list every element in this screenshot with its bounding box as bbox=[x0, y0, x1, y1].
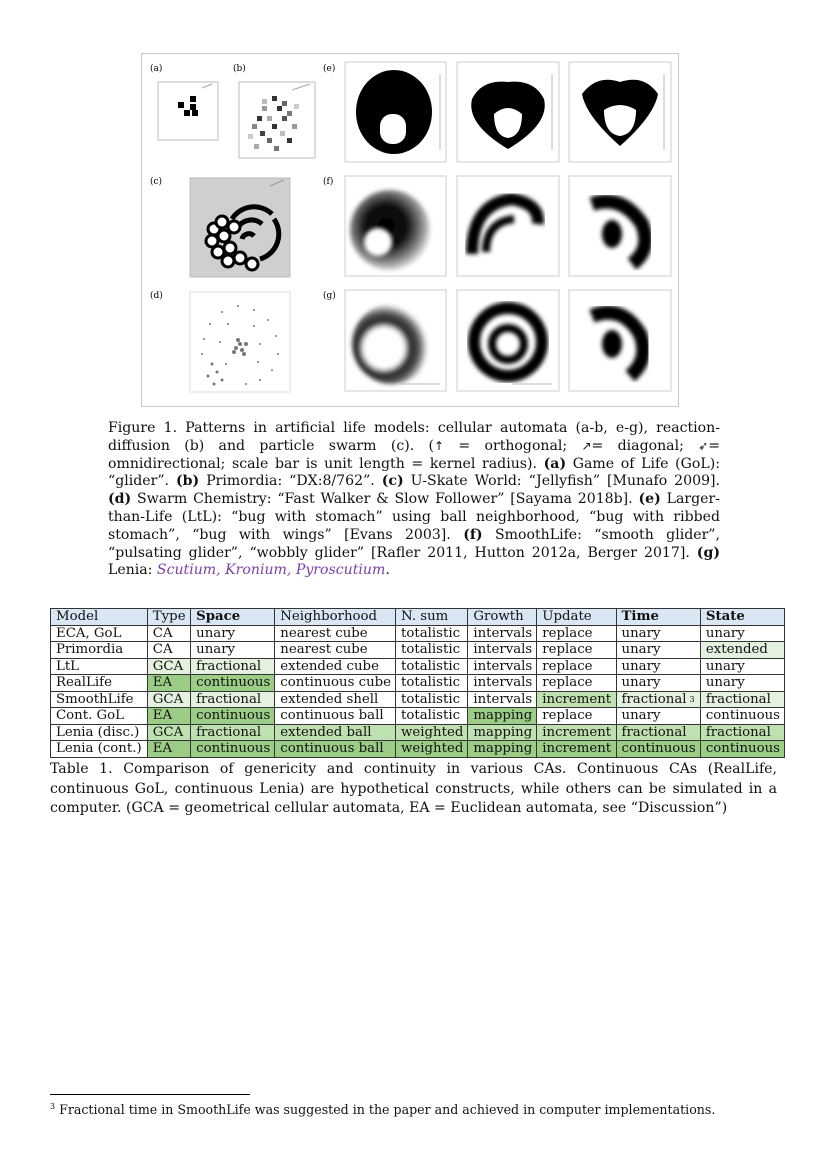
cell-space: continuous bbox=[191, 675, 275, 692]
cell-space: unary bbox=[191, 625, 275, 642]
omnidirectional-icon: ➶ bbox=[698, 438, 709, 453]
table-row bbox=[51, 741, 785, 758]
cell-update: replace bbox=[537, 625, 616, 642]
panel-label-a: (a) bbox=[150, 64, 163, 74]
cell-n-sum: totalistic bbox=[396, 708, 468, 725]
footnote-marker: 3 bbox=[689, 694, 695, 704]
caption-f-label: (f) bbox=[463, 526, 483, 543]
cell-growth: intervals bbox=[468, 625, 537, 642]
cell-neighborhood: extended cube bbox=[275, 658, 396, 675]
cell-state: unary bbox=[700, 675, 784, 692]
caption-g-names: Scutium, Kronium, Pyroscutium bbox=[156, 562, 386, 579]
cell-model: LtL bbox=[51, 658, 148, 675]
cell-time: unary bbox=[616, 675, 700, 692]
cell-time: fractional bbox=[616, 724, 700, 741]
cell-growth: intervals bbox=[468, 658, 537, 675]
cell-type: EA bbox=[147, 708, 190, 725]
figure-caption bbox=[108, 420, 720, 580]
table-row bbox=[51, 724, 785, 741]
panel-g-lenia bbox=[345, 290, 671, 391]
diagonal-arrow-icon: ↗ bbox=[581, 438, 592, 453]
cell-neighborhood: continuous ball bbox=[275, 741, 396, 758]
cell-time: unary bbox=[616, 708, 700, 725]
table-row bbox=[51, 625, 785, 642]
caption-g-text: Lenia: bbox=[108, 562, 153, 579]
cell-space: fractional bbox=[191, 691, 275, 708]
cell-model: Lenia (cont.) bbox=[51, 741, 148, 758]
caption-c-label: (c) bbox=[381, 473, 404, 490]
cell-neighborhood: nearest cube bbox=[275, 625, 396, 642]
cell-growth: intervals bbox=[468, 675, 537, 692]
table-row bbox=[51, 691, 785, 708]
table-caption: Table 1. Comparison of genericity and continuity in various CAs. Continuous CAs (RealLife, continuous GoL, continuous Lenia) are hypothetical constructs, while others can be simulated in a computer. (GCA = geometrical cellular automata, EA = Euclidean automata, see “Discussion”) bbox=[50, 761, 777, 816]
header-state: State bbox=[700, 609, 784, 626]
cell-state: unary bbox=[700, 625, 784, 642]
table-header-row bbox=[51, 609, 785, 626]
figure-caption-label: Figure 1. bbox=[108, 420, 178, 436]
legend-diagonal: = diagonal; bbox=[591, 437, 684, 454]
legend-omni: = omnidirectional; scale bar is unit length = kernel radius). bbox=[108, 437, 721, 472]
header-space: Space bbox=[191, 609, 275, 626]
cell-model: Lenia (disc.) bbox=[51, 724, 148, 741]
cell-update: increment bbox=[537, 724, 616, 741]
table-row bbox=[51, 658, 785, 675]
cell-growth: mapping bbox=[468, 724, 537, 741]
cell-time: unary bbox=[616, 642, 700, 659]
caption-b-text: Primordia: “DX:8/762”. bbox=[206, 473, 375, 490]
cell-type: GCA bbox=[147, 658, 190, 675]
header-time: Time bbox=[616, 609, 700, 626]
cell-space: fractional bbox=[191, 724, 275, 741]
table-row bbox=[51, 642, 785, 659]
panel-label-b: (b) bbox=[233, 64, 246, 74]
cell-model: Cont. GoL bbox=[51, 708, 148, 725]
cell-type: EA bbox=[147, 741, 190, 758]
cell-neighborhood: extended ball bbox=[275, 724, 396, 741]
figure-1-svg bbox=[142, 54, 680, 408]
cell-model: ECA, GoL bbox=[51, 625, 148, 642]
legend-orthogonal: = orthogonal; bbox=[458, 437, 568, 454]
cell-state: unary bbox=[700, 658, 784, 675]
panel-label-g: (g) bbox=[323, 291, 336, 301]
footnote-text: Fractional time in SmoothLife was suggested in the paper and achieved in computer implementations. bbox=[59, 1102, 716, 1118]
comparison-table bbox=[50, 608, 785, 758]
cell-update: replace bbox=[537, 708, 616, 725]
caption-b-label: (b) bbox=[176, 473, 200, 490]
panel-label-f: (f) bbox=[323, 177, 334, 187]
footnote bbox=[50, 1102, 715, 1117]
cell-type: GCA bbox=[147, 691, 190, 708]
cell-state: extended bbox=[700, 642, 784, 659]
cell-growth: mapping bbox=[468, 741, 537, 758]
panel-label-d: (d) bbox=[150, 291, 163, 301]
caption-g-label: (g) bbox=[696, 544, 720, 561]
cell-model: RealLife bbox=[51, 675, 148, 692]
cell-space: fractional bbox=[191, 658, 275, 675]
cell-type: GCA bbox=[147, 724, 190, 741]
caption-g-end: . bbox=[385, 562, 390, 579]
cell-n-sum: totalistic bbox=[396, 625, 468, 642]
cell-state: fractional bbox=[700, 724, 784, 741]
cell-time: unary bbox=[616, 658, 700, 675]
panel-e-ltl bbox=[345, 62, 671, 162]
panel-f-smoothlife bbox=[345, 176, 671, 276]
cell-growth: mapping bbox=[468, 708, 537, 725]
caption-a-text: Game of Life (GoL): “glider”. bbox=[108, 455, 721, 490]
figure-1-panels bbox=[141, 53, 679, 407]
panel-a-glider bbox=[158, 82, 218, 140]
orthogonal-arrow-icon: ↑ bbox=[433, 438, 445, 453]
cell-type: CA bbox=[147, 642, 190, 659]
figure-caption-intro: Patterns in artificial life models: cellular automata (a-b, e-g), reaction-diffusion (b) and particle swarm (c). ( bbox=[108, 420, 720, 454]
caption-c-text: U-Skate World: “Jellyfish” [Munafo 2009]. bbox=[410, 473, 721, 490]
panel-d-swarm bbox=[190, 292, 290, 392]
caption-d-text: Swarm Chemistry: “Fast Walker & Slow Follower” [Sayama 2018b]. bbox=[137, 491, 633, 508]
footnote-divider bbox=[50, 1094, 250, 1095]
cell-type: EA bbox=[147, 675, 190, 692]
caption-d-label: (d) bbox=[108, 491, 132, 508]
cell-space: continuous bbox=[191, 741, 275, 758]
table-row bbox=[51, 675, 785, 692]
caption-e-label: (e) bbox=[638, 491, 661, 508]
cell-growth: intervals bbox=[468, 642, 537, 659]
cell-model: SmoothLife bbox=[51, 691, 148, 708]
cell-time bbox=[616, 691, 700, 708]
table-row bbox=[51, 708, 785, 725]
cell-state: continuous bbox=[700, 708, 784, 725]
cell-time-value: fractional bbox=[621, 691, 687, 707]
header-update: Update bbox=[537, 609, 616, 626]
cell-n-sum: totalistic bbox=[396, 691, 468, 708]
cell-n-sum: totalistic bbox=[396, 675, 468, 692]
cell-growth: intervals bbox=[468, 691, 537, 708]
panel-label-e: (e) bbox=[323, 64, 336, 74]
header-model: Model bbox=[51, 609, 148, 626]
cell-state: continuous bbox=[700, 741, 784, 758]
cell-space: continuous bbox=[191, 708, 275, 725]
panel-c-jellyfish bbox=[190, 178, 290, 277]
panel-b-primordia bbox=[239, 82, 315, 158]
cell-update: increment bbox=[537, 741, 616, 758]
cell-neighborhood: extended shell bbox=[275, 691, 396, 708]
cell-update: replace bbox=[537, 675, 616, 692]
cell-neighborhood: continuous ball bbox=[275, 708, 396, 725]
caption-f-text: SmoothLife: “smooth glider”, “pulsating glider”, “wobbly glider” [Rafler 2011, Hutton 2012a, Berger 2017]. bbox=[108, 526, 720, 561]
cell-n-sum: totalistic bbox=[396, 642, 468, 659]
cell-model: Primordia bbox=[51, 642, 148, 659]
cell-state: fractional bbox=[700, 691, 784, 708]
cell-neighborhood: nearest cube bbox=[275, 642, 396, 659]
header-growth: Growth bbox=[468, 609, 537, 626]
cell-update: replace bbox=[537, 658, 616, 675]
cell-update: replace bbox=[537, 642, 616, 659]
caption-a-label: (a) bbox=[543, 455, 567, 472]
header-n-sum: N. sum bbox=[396, 609, 468, 626]
caption-e-text: Larger-than-Life (LtL): “bug with stomach” using ball neighborhood, “bug with ribbed stomach”, “bug with wings” [Evans 2003]. bbox=[108, 491, 721, 543]
header-type: Type bbox=[147, 609, 190, 626]
footnote-number: 3 bbox=[50, 1102, 56, 1111]
cell-update: increment bbox=[537, 691, 616, 708]
cell-time: unary bbox=[616, 625, 700, 642]
cell-time: continuous bbox=[616, 741, 700, 758]
cell-space: unary bbox=[191, 642, 275, 659]
cell-type: CA bbox=[147, 625, 190, 642]
cell-n-sum: weighted bbox=[396, 741, 468, 758]
cell-n-sum: weighted bbox=[396, 724, 468, 741]
header-neighborhood: Neighborhood bbox=[275, 609, 396, 626]
cell-n-sum: totalistic bbox=[396, 658, 468, 675]
panel-label-c: (c) bbox=[150, 177, 163, 187]
cell-neighborhood: continuous cube bbox=[275, 675, 396, 692]
